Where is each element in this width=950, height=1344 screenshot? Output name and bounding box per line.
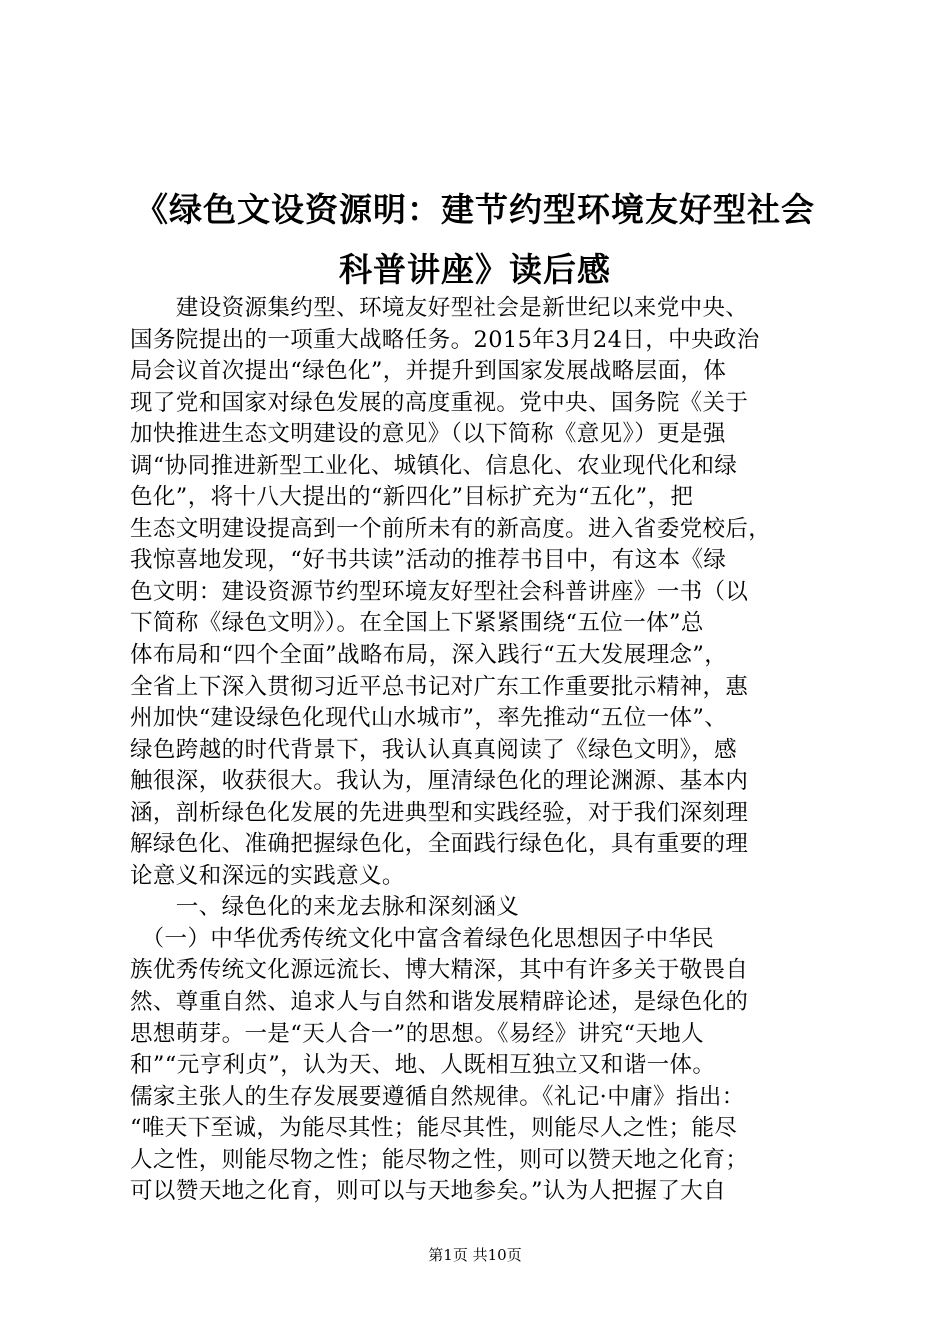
text-line: 调“协同推进新型工业化、城镇化、信息化、农业现代化和绿 [130,452,738,479]
text-line: “唯天下至诚，为能尽其性；能尽其性，则能尽人之性；能尽 [130,1115,738,1142]
text-line: 州加快“建设绿色化现代山水城市”，率先推动“五位一体”、 [130,705,728,732]
page-footer: 第1页 共10页 [428,1246,522,1264]
text-line: 一、绿色化的来龙去脉和深刻涵义 [130,894,520,921]
text-line: 可以赞天地之化育，则可以与天地参矣。”认为人把握了大自 [130,1178,727,1205]
text-line: 国务院提出的一项重大战略任务。2015年3月24日，中央政治 [130,326,760,353]
text-line: 然、尊重自然、追求人与自然和谐发展精辟论述，是绿色化的 [130,989,749,1016]
text-line: 我惊喜地发现，“好书共读”活动的推荐书目中，有这本《绿 [130,547,727,574]
text-line: 涵，剖析绿色化发展的先进典型和实践经验，对于我们深刻理 [130,799,749,826]
text-line: 色化”，将十八大提出的“新四化”目标扩充为“五化”，把 [130,484,694,511]
text-line: 建设资源集约型、环境友好型社会是新世纪以来党中央、 [130,295,749,321]
text-line: 触很深，收获很大。我认为，厘清绿色化的理论渊源、基本内 [130,768,749,795]
text-line: （一）中华优秀传统文化中富含着绿色化思想因子中华民 [130,925,715,952]
text-line: 加快推进生态文明建设的意见》（以下简称《意见》）更是强 [130,421,726,448]
title-line-2: 科普讲座》读后感 [339,250,611,289]
text-line: 论意义和深远的实践意义。 [130,862,405,889]
text-line: 解绿色化、准确把握绿色化，全面践行绿色化，具有重要的理 [130,831,749,858]
title-line-1: 《绿色文设资源明：建节约型环境友好型社会 [135,190,815,229]
text-line: 儒家主张人的生存发展要遵循自然规律。《礼记·中庸》指出： [130,1083,745,1110]
text-line: 和”“元亨利贞”，认为天、地、人既相互独立又和谐一体。 [130,1052,716,1079]
text-line: 生态文明建设提高到一个前所未有的新高度。进入省委党校后， [130,515,772,542]
text-line: 族优秀传统文化源远流长、博大精深，其中有许多关于敬畏自 [130,957,749,984]
text-line: 思想萌芽。一是“天人合一”的思想。《易经》讲究“天地人 [130,1020,705,1047]
text-line: 局会议首次提出“绿色化”，并提升到国家发展战略层面，体 [130,358,727,385]
text-line: 现了党和国家对绿色发展的高度重视。党中央、国务院《关于 [130,389,749,416]
text-line: 体布局和“四个全面”战略布局，深入践行“五大发展理念”， [130,642,728,669]
text-line: 色文明：建设资源节约型环境友好型社会科普讲座》一书（以 [130,578,749,605]
text-line: 绿色跨越的时代背景下，我认认真真阅读了《绿色文明》，感 [130,736,738,763]
body-text [130,293,830,1208]
text-line: 全省上下深入贯彻习近平总书记对广东工作重要批示精神，惠 [130,673,749,700]
text-line: 人之性，则能尽物之性；能尽物之性，则可以赞天地之化育； [130,1146,749,1173]
text-line: 下简称《绿色文明》）。在全国上下紧紧围绕“五位一体”总 [130,610,704,637]
